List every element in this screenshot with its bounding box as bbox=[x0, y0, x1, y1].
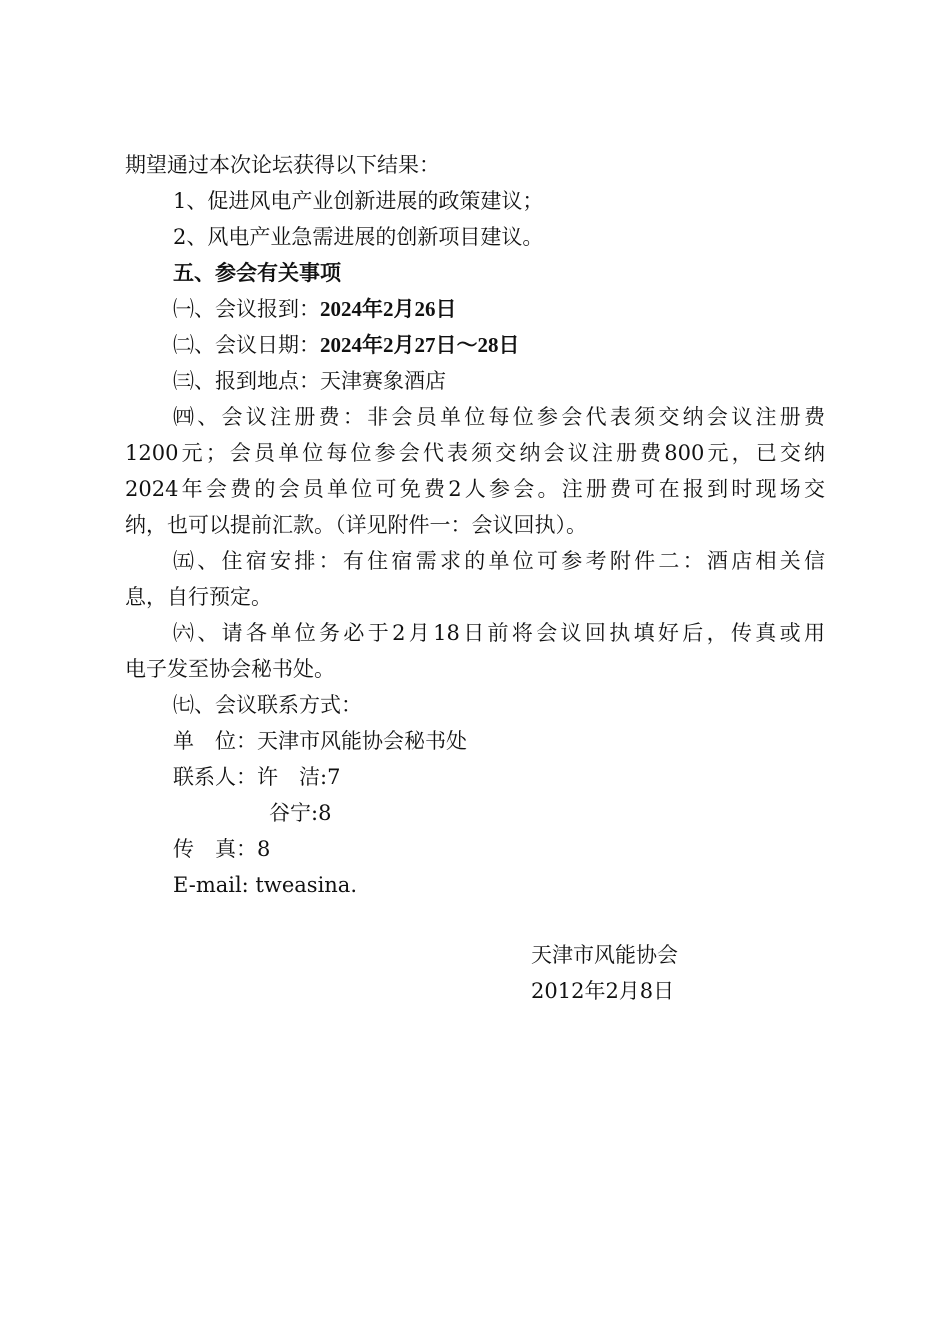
result-2: 2、风电产业急需进展的创新项目建议。 bbox=[173, 225, 544, 249]
contact-person-2: 谷宁:8 bbox=[269, 801, 332, 825]
intro-text: 期望通过本次论坛获得以下结果： bbox=[125, 153, 440, 177]
item-lodging-line-1: ㈤、住宿安排：有住宿需求的单位可参考附件二：酒店相关信 bbox=[173, 549, 825, 573]
result-1: 1、促进风电产业创新进展的政策建议； bbox=[173, 189, 544, 213]
contact-unit: 单 位：天津市风能协会秘书处 bbox=[173, 729, 467, 753]
item-registration-label: ㈠、会议报到： bbox=[173, 297, 320, 321]
item-fee-line-4: 纳，也可以提前汇款。（详见附件一：会议回执）。 bbox=[125, 513, 587, 537]
item-contact-heading: ㈦、会议联系方式： bbox=[173, 693, 362, 717]
contact-person-1: 联系人：许 洁:7 bbox=[173, 765, 341, 789]
item-fee-line-3: 2024年会费的会员单位可免费2人参会。注册费可在报到时现场交 bbox=[125, 477, 825, 501]
item-lodging-line-2: 息，自行预定。 bbox=[125, 585, 272, 609]
signature-date: 2012年2月8日 bbox=[531, 979, 675, 1003]
contact-email: E-mail: tweasina. bbox=[173, 873, 358, 897]
item-meeting-date bbox=[173, 327, 520, 363]
item-meeting-date-value: 2024年2月27日～28日 bbox=[320, 333, 520, 357]
contact-fax: 传 真：8 bbox=[173, 837, 271, 861]
item-fee-line-1: ㈣、会议注册费：非会员单位每位参会代表须交纳会议注册费 bbox=[173, 405, 825, 429]
item-deadline-line-1: ㈥、请各单位务必于2月18日前将会议回执填好后，传真或用 bbox=[173, 621, 825, 645]
item-meeting-date-label: ㈡、会议日期： bbox=[173, 333, 320, 357]
item-registration bbox=[173, 291, 457, 327]
item-fee-line-2: 1200元；会员单位每位参会代表须交纳会议注册费800元，已交纳 bbox=[125, 441, 825, 465]
item-deadline-line-2: 电子发至协会秘书处。 bbox=[125, 657, 335, 681]
section-title: 五、参会有关事项 bbox=[173, 260, 341, 285]
item-registration-value: 2024年2月26日 bbox=[320, 297, 457, 321]
signature-org: 天津市风能协会 bbox=[531, 943, 678, 967]
item-location: ㈢、报到地点：天津赛象酒店 bbox=[173, 369, 446, 393]
